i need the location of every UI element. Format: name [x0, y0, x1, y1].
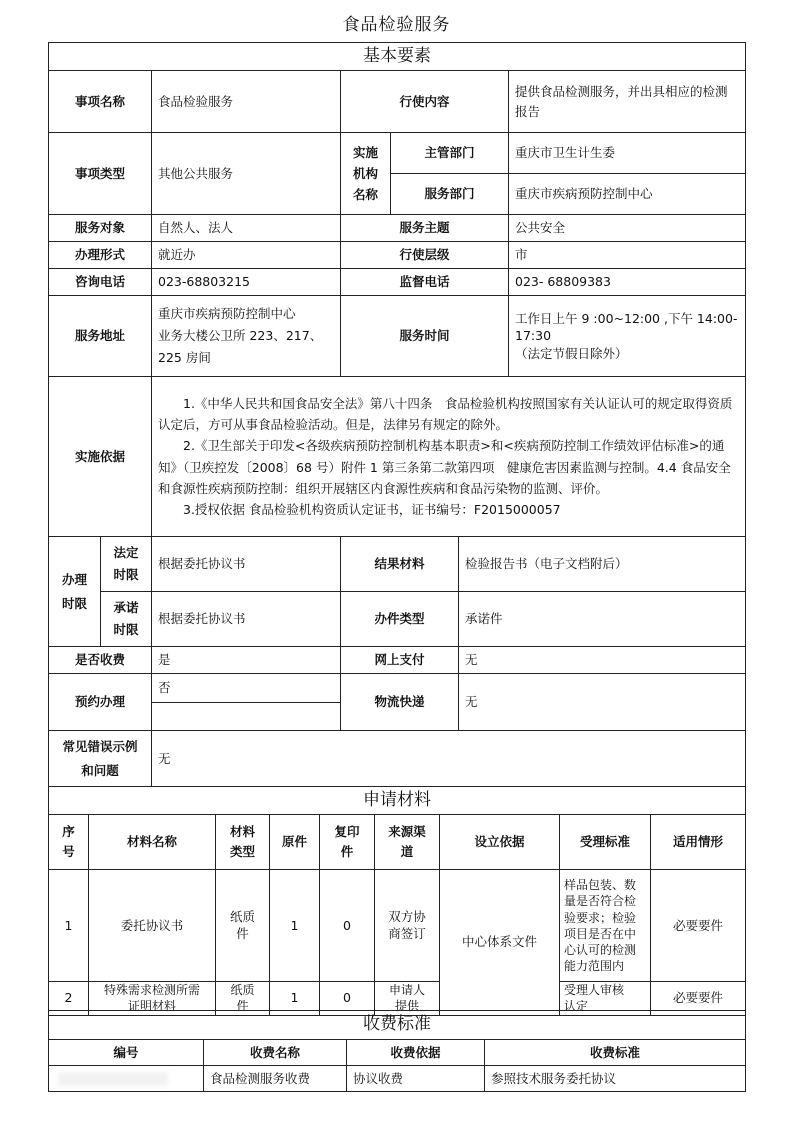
legal-limit-value: 根据委托协议书: [152, 537, 341, 592]
handling-form-value: 就近办: [152, 242, 341, 269]
supervise-phone-value: 023- 68809383: [509, 269, 746, 296]
row1-seq: 1: [49, 870, 89, 982]
appointment-value: 否: [152, 674, 341, 703]
service-time-value: [509, 296, 746, 377]
col-basis-header: 设立依据: [440, 815, 560, 870]
row2-name-line1: 特殊需求检测所需: [103, 983, 200, 998]
address-value: [152, 296, 341, 377]
logistics-label: 物流快递: [341, 674, 459, 731]
common-errors-label: [49, 731, 152, 787]
row1-source-line1: 双方协: [388, 908, 426, 924]
address-line1: 重庆市疾病预防控制中心: [158, 306, 296, 322]
basis-label: 实施依据: [49, 377, 152, 537]
promised-limit-label: [101, 592, 152, 647]
time-limit-label: [49, 537, 101, 647]
basis-paragraph-3: 3.授权依据 食品检验机构资质认定证书，证书编号：F2015000057: [183, 502, 561, 518]
item-type-label: 事项类型: [49, 133, 152, 215]
fee-standard-header: 收费标准: [485, 1040, 746, 1066]
basic-elements-table: [48, 42, 746, 537]
common-errors-label-line1: 常见错误示例: [62, 738, 138, 754]
row2-accept-std-line1: 受理人审核: [564, 983, 625, 998]
consult-phone-label: 咨询电话: [49, 269, 152, 296]
appointment-empty-cell: [152, 703, 341, 731]
row1-type-line2: 件: [236, 925, 249, 941]
time-limit-label-line2: 时限: [61, 595, 87, 611]
row1-accept-std: 样品包装、数量是否符合检验要求；检验项目是否在中心认可的检测能力范围内: [560, 870, 651, 982]
basis-paragraph-2: 2.《卫生部关于印发<各级疾病预防控制机构基本职责>和<疾病预防控制工作绩效评估标准>的通知》（卫疾控发〔2008〕68 号）附件 1 第三条第二款第四项 健康危害因素监测与控制。4.4 食品安全和食源性疾病预防控制：组织开展辖区内食源性疾病和食品污染物的监测、评价。: [158, 438, 731, 496]
row1-applicable: 必要要件: [651, 870, 746, 982]
col-type-header-line1: 材料: [229, 824, 255, 840]
row1-name: 委托协议书: [89, 870, 216, 982]
impl-org-label-line1: 实施: [352, 144, 378, 160]
exercise-content-label: 行使内容: [341, 71, 509, 133]
address-label: 服务地址: [49, 296, 152, 377]
address-line2: 业务大楼公卫所 223、217、: [158, 328, 323, 344]
fee-row-basis: 协议收费: [347, 1066, 485, 1092]
handle-type-value: 承诺件: [459, 592, 746, 647]
legal-limit-label-line1: 法定: [113, 544, 139, 560]
row1-copy: 0: [320, 870, 375, 982]
materials-table: [48, 786, 746, 1016]
col-type-header-line2: 类型: [229, 844, 255, 860]
result-material-label: 结果材料: [341, 537, 459, 592]
service-dept-label: 服务部门: [391, 174, 509, 215]
col-original-header: 原件: [270, 815, 320, 870]
online-pay-value: 无: [459, 647, 746, 674]
fee-name-header: 收费名称: [204, 1040, 347, 1066]
impl-org-label-line3: 名称: [352, 187, 378, 203]
competent-dept-label: 主管部门: [391, 133, 509, 174]
row2-original: 1: [270, 982, 320, 1015]
service-target-value: 自然人、法人: [152, 215, 341, 242]
supervise-phone-label: 监督电话: [341, 269, 509, 296]
logistics-value: 无: [459, 674, 746, 731]
col-seq-header-line1: 序: [62, 824, 75, 840]
row2-copy: 0: [320, 982, 375, 1015]
col-accept-std-header: 受理标准: [560, 815, 651, 870]
item-name-label: 事项名称: [49, 71, 152, 133]
section-materials: 申请材料: [49, 787, 746, 815]
legal-limit-label: [101, 537, 152, 592]
consult-phone-value: 023-68803215: [152, 269, 341, 296]
col-applicable-header: 适用情形: [651, 815, 746, 870]
col-copy-header: [320, 815, 375, 870]
result-material-value: 检验报告书（电子文档附后）: [459, 537, 746, 592]
section-fees: 收费标准: [49, 1011, 746, 1040]
appointment-label: 预约办理: [49, 674, 152, 731]
impl-org-label-line2: 机构: [352, 166, 378, 182]
item-type-value: 其他公共服务: [152, 133, 341, 215]
row2-source-line1: 申请人: [388, 983, 425, 998]
time-limit-label-line1: 办理: [61, 571, 87, 587]
row1-type: [216, 870, 270, 982]
handling-form-label: 办理形式: [49, 242, 152, 269]
shared-basis: 中心体系文件: [440, 870, 560, 1015]
service-theme-value: 公共安全: [509, 215, 746, 242]
row1-type-line1: 纸质: [229, 908, 255, 924]
section-basic-elements: 基本要素: [49, 43, 746, 71]
impl-org-label: [341, 133, 391, 215]
address-line3: 225 房间: [158, 350, 211, 366]
basis-content: [152, 377, 746, 537]
row2-type-line1: 纸质: [230, 983, 255, 998]
row2-seq: 2: [49, 982, 89, 1015]
row1-source: [375, 870, 440, 982]
row2-type-line2: 件: [236, 999, 249, 1014]
row1-source-line2: 商签订: [388, 925, 426, 941]
col-seq-header-line2: 号: [62, 844, 75, 860]
table-row: [49, 870, 746, 982]
fee-basis-header: 收费依据: [347, 1040, 485, 1066]
service-time-label: 服务时间: [341, 296, 509, 377]
promised-limit-value: 根据委托协议书: [152, 592, 341, 647]
col-copy-header-line1: 复印: [334, 824, 360, 840]
online-pay-label: 网上支付: [341, 647, 459, 674]
row2-source-line2: 提供: [394, 999, 419, 1014]
col-copy-header-line2: 件: [340, 844, 354, 860]
fee-row-standard: 参照技术服务委托协议: [485, 1066, 746, 1092]
competent-dept-value: 重庆市卫生计生委: [509, 133, 746, 174]
document-title: 食品检验服务: [342, 15, 451, 35]
exercise-content-value: 提供食品检测服务，并出具相应的检测报告: [509, 71, 746, 133]
col-type-header: [216, 815, 270, 870]
col-name-header: 材料名称: [89, 815, 216, 870]
exercise-level-value: 市: [509, 242, 746, 269]
service-time-line2: （法定节假日除外）: [515, 345, 628, 361]
col-source-header-line1: 来源渠: [388, 824, 426, 840]
handle-type-label: 办件类型: [341, 592, 459, 647]
row1-original: 1: [270, 870, 320, 982]
time-limit-table: [48, 536, 746, 787]
promised-limit-label-line2: 时限: [113, 622, 139, 637]
common-errors-label-line2: 和问题: [81, 762, 119, 778]
blurred-watermark: [58, 1072, 168, 1086]
service-time-line1: 工作日上午 9 :00~12:00 ,下午 14:00-17:30: [515, 310, 738, 344]
col-seq-header: [49, 815, 89, 870]
basis-paragraph-1: 1.《中华人民共和国食品安全法》第八十四条 食品检验机构按照国家有关认证认可的规定取得资质认定后，方可从事食品检验活动。但是，法律另有规定的除外。: [158, 395, 733, 433]
row2-name-line2: 证明材料: [127, 999, 176, 1014]
fee-row-name: 食品检测服务收费: [204, 1066, 347, 1092]
col-source-header: [375, 815, 440, 870]
row2-applicable: 必要要件: [651, 982, 746, 1015]
row2-accept-std-line2: 认定: [564, 999, 589, 1014]
col-source-header-line2: 道: [400, 844, 414, 860]
exercise-level-label: 行使层级: [341, 242, 509, 269]
fee-code-header: 编号: [49, 1040, 204, 1066]
common-errors-value: 无: [152, 731, 746, 787]
service-theme-label: 服务主题: [341, 215, 509, 242]
legal-limit-label-line2: 时限: [113, 567, 139, 582]
service-target-label: 服务对象: [49, 215, 152, 242]
charge-label: 是否收费: [49, 647, 152, 674]
promised-limit-label-line1: 承诺: [113, 599, 139, 615]
item-name-value: 食品检验服务: [152, 71, 341, 133]
service-dept-value: 重庆市疾病预防控制中心: [509, 174, 746, 215]
charge-value: 是: [152, 647, 341, 674]
